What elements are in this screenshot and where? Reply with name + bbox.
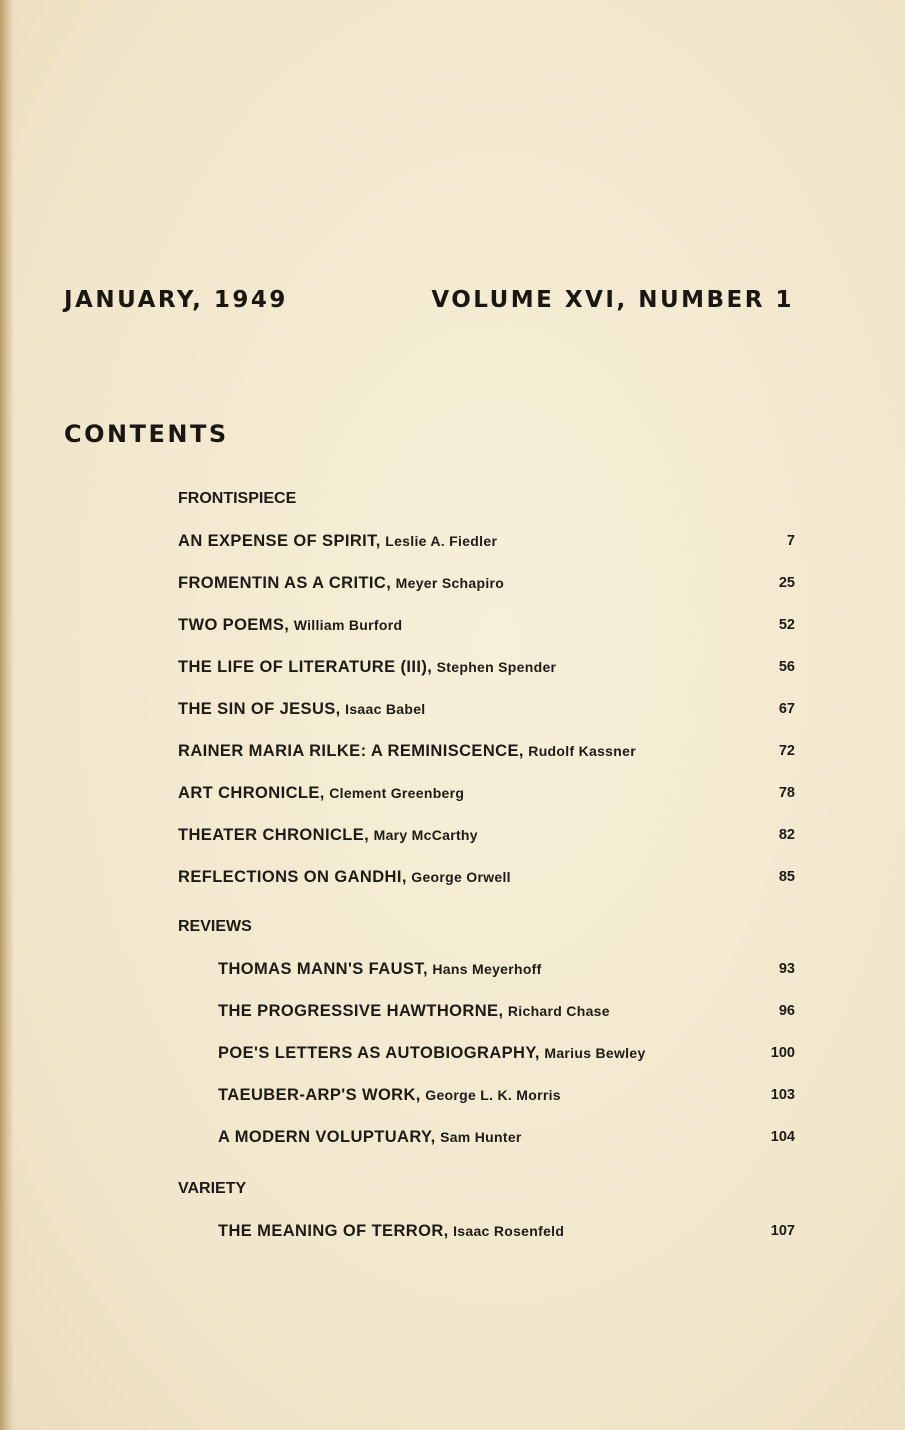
- entry-page: 67: [778, 701, 795, 717]
- entry-page: 7: [786, 533, 795, 549]
- entry-title: A MODERN VOLUPTUARY,: [218, 1128, 436, 1146]
- toc-entry: [218, 1128, 795, 1152]
- entry-title: THE SIN OF JESUS,: [178, 700, 341, 718]
- toc-entry: [178, 868, 795, 892]
- toc-entry: [218, 960, 795, 984]
- section-frontispiece: FRONTISPIECE: [178, 490, 297, 507]
- entry-page: 56: [778, 659, 795, 675]
- entry-title: TWO POEMS,: [178, 616, 290, 634]
- toc-entry: [178, 532, 795, 556]
- toc-entry: [218, 1044, 795, 1068]
- section-variety: VARIETY: [178, 1180, 247, 1197]
- entry-page: 103: [770, 1087, 795, 1103]
- entry-author: Leslie A. Fiedler: [385, 533, 498, 549]
- entry-page: 25: [778, 575, 795, 591]
- entry-title: POE'S LETTERS AS AUTOBIOGRAPHY,: [218, 1044, 540, 1062]
- entry-title: THE MEANING OF TERROR,: [218, 1222, 449, 1240]
- toc-entry: [218, 1222, 795, 1246]
- entry-title: THE LIFE OF LITERATURE (III),: [178, 658, 433, 676]
- entry-title: FROMENTIN AS A CRITIC,: [178, 574, 392, 592]
- toc-entry: [218, 1086, 795, 1110]
- toc-entry: [178, 574, 795, 598]
- entry-title: RAINER MARIA RILKE: A REMINISCENCE,: [178, 742, 524, 760]
- entry-author: Marius Bewley: [544, 1045, 646, 1061]
- entry-author: Rudolf Kassner: [528, 743, 636, 759]
- entry-page: 100: [770, 1045, 795, 1061]
- entry-page: 82: [778, 827, 795, 843]
- entry-author: Sam Hunter: [440, 1129, 522, 1145]
- entry-title: TAEUBER-ARP'S WORK,: [218, 1086, 421, 1104]
- toc-entry: [178, 616, 795, 640]
- entry-page: 96: [778, 1003, 795, 1019]
- toc-entry: [178, 700, 795, 724]
- entry-author: Clement Greenberg: [329, 785, 465, 801]
- entry-title: REFLECTIONS ON GANDHI,: [178, 868, 407, 886]
- entry-title: THE PROGRESSIVE HAWTHORNE,: [218, 1002, 504, 1020]
- entry-author: Hans Meyerhoff: [432, 961, 542, 977]
- toc-entry: [178, 742, 795, 766]
- entry-author: Meyer Schapiro: [395, 575, 505, 591]
- issue-header: [64, 287, 794, 321]
- entry-page: 72: [778, 743, 795, 759]
- toc-entry: [178, 784, 795, 808]
- toc-entry: [178, 826, 795, 850]
- entry-page: 104: [770, 1129, 795, 1145]
- toc-entry: [178, 658, 795, 682]
- entry-page: 52: [778, 617, 795, 633]
- entry-page: 107: [770, 1223, 795, 1239]
- entry-author: Isaac Rosenfeld: [453, 1223, 565, 1239]
- entry-author: Richard Chase: [507, 1003, 610, 1019]
- entry-author: Isaac Babel: [345, 701, 426, 717]
- issue-date: JANUARY, 1949: [64, 287, 288, 313]
- entry-title: ART CHRONICLE,: [178, 784, 325, 802]
- entry-page: 85: [778, 869, 795, 885]
- contents-title: CONTENTS: [64, 420, 229, 448]
- book-spine-shadow: [0, 0, 14, 1430]
- section-reviews: REVIEWS: [178, 918, 252, 935]
- entry-title: THEATER CHRONICLE,: [178, 826, 370, 844]
- entry-author: William Burford: [293, 617, 403, 633]
- entry-author: George L. K. Morris: [425, 1087, 561, 1103]
- entry-title: THOMAS MANN'S FAUST,: [218, 960, 428, 978]
- entry-author: Stephen Spender: [436, 659, 557, 675]
- entry-title: AN EXPENSE OF SPIRIT,: [178, 532, 381, 550]
- toc-entry: [218, 1002, 795, 1026]
- entry-page: 78: [778, 785, 795, 801]
- entry-author: Mary McCarthy: [373, 827, 478, 843]
- entry-page: 93: [778, 961, 795, 977]
- entry-author: George Orwell: [411, 869, 511, 885]
- issue-volume: VOLUME XVI, NUMBER 1: [431, 287, 794, 313]
